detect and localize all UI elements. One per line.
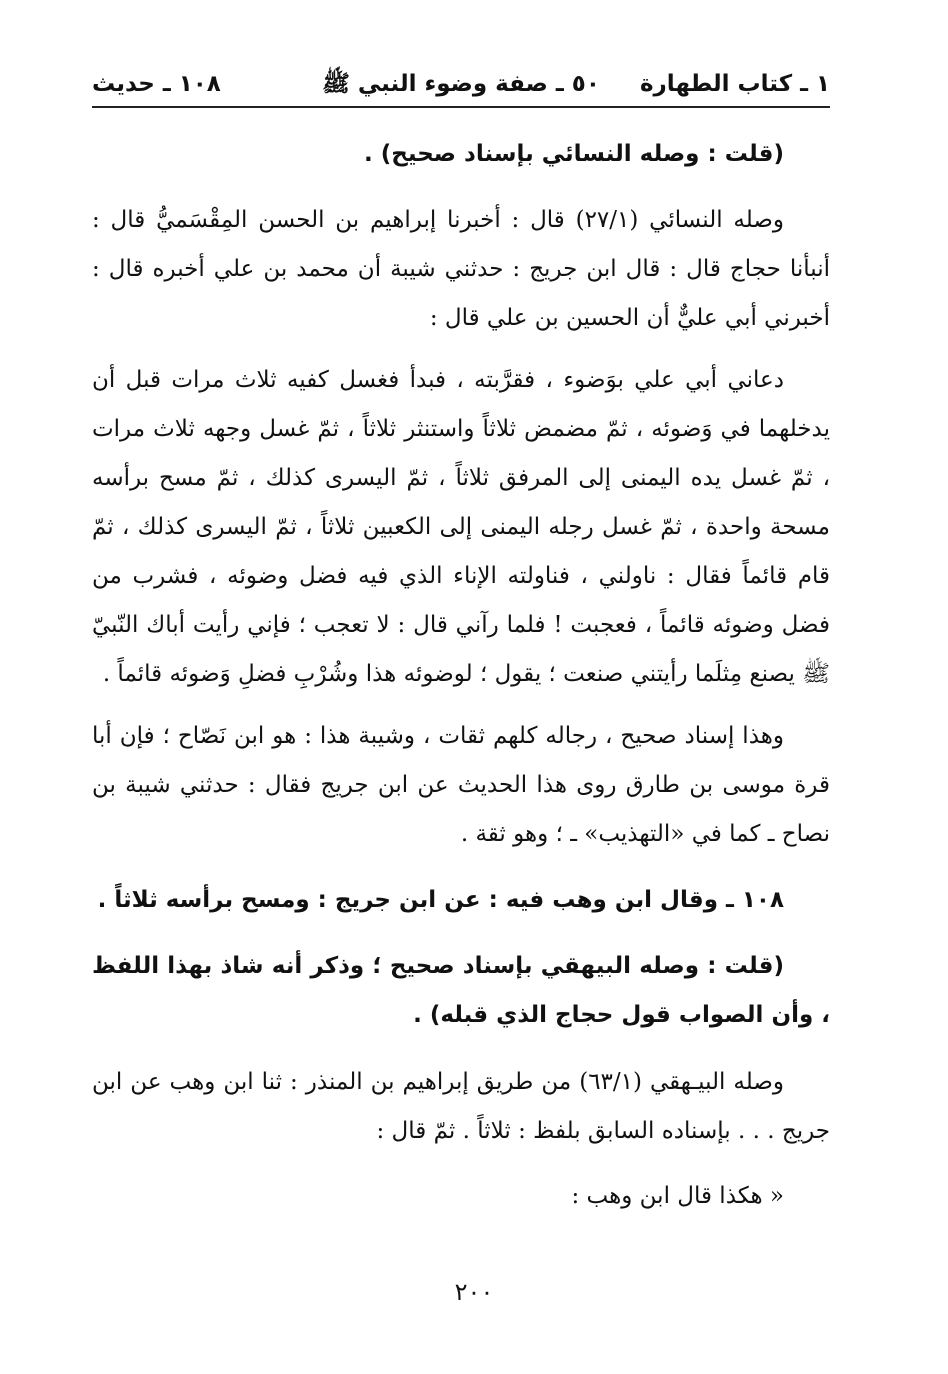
page-number: ٢٠٠ (454, 1278, 494, 1306)
note-nasai: (قلت : وصله النسائي بإسناد صحيح) . (364, 141, 784, 167)
header-chapter: ١ ـ كتاب الطهارة (639, 71, 830, 97)
running-header (92, 62, 830, 108)
paragraph-quote-start: « هكذا قال ابن وهب : (571, 1183, 784, 1209)
paragraph-hadith-text: دعاني أبي علي بوَضوء ، فقرَّبته ، فبدأ فغسل كفيه ثلاث مرات قبل أن يدخلهما في وَضوئه ، ثمّ مضمض ثلاثاً واستنثر ثلاثاً ، ثمّ غسل وجهه ثلاث مرات ، ثمّ غسل يده اليمنى إلى المرفق ثلاثاً ، ثمّ اليسرى كذلك ، ثمّ مسح برأسه مسحة واحدة ، ثمّ غسل رجله اليمنى إلى الكعبين ثلاثاً ، ثمّ اليسرى كذلك ، ثمّ قام قائماً فقال : ناولني ، فناولته الإناء الذي فيه فضل وضوئه ، فشرب من فضل وضوئه قائماً ، فعجبت ! فلما رآني قال : لا تعجب ؛ فإني رأيت أباك النّبيّ ﷺ يصنع مِثلَما رأيتني صنعت ؛ يقول ؛ لوضوئه هذا وشُرْبِ فضلِ وَضوئه قائماً . (92, 367, 830, 687)
paragraph-isnad-commentary: وهذا إسناد صحيح ، رجاله كلهم ثقات ، وشيبة هذا : هو ابن نَصّاح ؛ فإن أبا قرة موسى بن طارق روى هذا الحديث عن ابن جريج فقال : حدثني شيبة بن نصاح ـ كما في «التهذيب» ـ ؛ وهو ثقة . (92, 723, 830, 847)
paragraph-bayhaqi-isnad: وصله البيـهقي (٦٣/١) من طريق إبراهيم بن المنذر : ثنا ابن وهب عن ابن جريج . . . بإسناده السابق بلفظ : ثلاثاً . ثمّ قال : (92, 1069, 830, 1144)
header-section: ٥٠ ـ صفة وضوء النبي ﷺ (322, 71, 600, 97)
paragraph-isnad-nasai: وصله النسائي (٢٧/١) قال : أخبرنا إبراهيم بن الحسن المِقْسَميُّ قال : أنبأنا حجاج قال : قال ابن جريج : حدثني شيبة أن محمد بن علي أخبره قال : أخبرني أبي عليٌّ أن الحسين بن علي قال : (92, 207, 830, 331)
hadith-108-heading: ١٠٨ ـ وقال ابن وهب فيه : عن ابن جريج : ومسح برأسه ثلاثاً . (97, 887, 784, 913)
header-hadith-number: ١٠٨ ـ حديث (92, 71, 221, 97)
note-bayhaqi: (قلت : وصله البيهقي بإسناد صحيح ؛ وذكر أنه شاذ بهذا اللفظ ، وأن الصواب قول حجاج الذي قبله) . (92, 953, 830, 1028)
